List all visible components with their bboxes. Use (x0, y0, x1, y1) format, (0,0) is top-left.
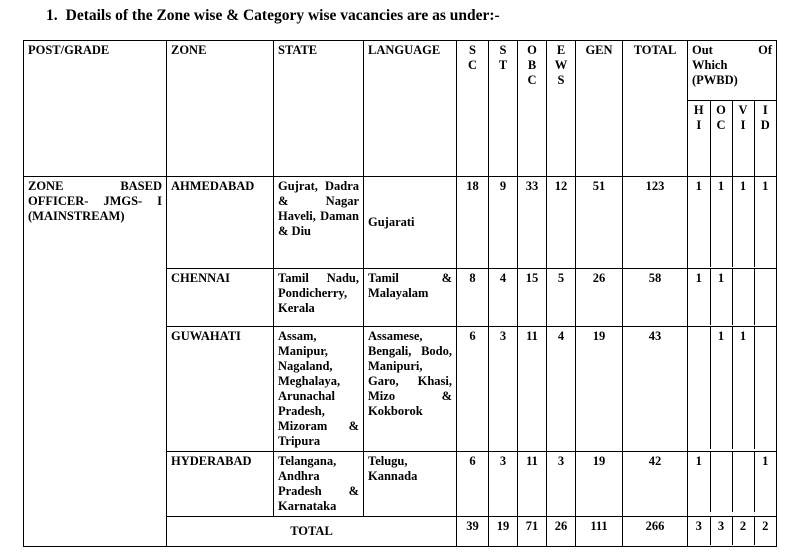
header-language: LANGUAGE (364, 41, 457, 177)
header-post-grade: POST/GRADE (24, 41, 167, 177)
pwbd-hi: 3 (695, 519, 702, 533)
pwbd-values (688, 517, 776, 545)
pwbd-subheader (688, 100, 776, 176)
pwbd-sub-oc (710, 101, 732, 176)
pwbd-of-label: Of (758, 43, 772, 57)
section-heading (46, 7, 500, 25)
pwbd-hi: 1 (695, 179, 702, 193)
post-grade-cell: ZONE BASED OFFICER- JMGS- I (MAINSTREAM) (24, 177, 167, 547)
header-sc-line2: C (467, 58, 478, 72)
vacancy-table (23, 40, 777, 547)
pwbd-oc: 1 (710, 177, 732, 267)
total-cell: 43 (623, 327, 688, 452)
header-obc (518, 41, 547, 177)
pwbd-vi: 1 (732, 177, 754, 267)
total-cell: 42 (623, 452, 688, 517)
pwbd-values (688, 269, 776, 325)
pwbd-values (688, 177, 776, 267)
pwbd-oc: 3 (710, 517, 732, 545)
gen-cell: 51 (576, 177, 623, 269)
header-ews (547, 41, 576, 177)
pwbd-oc: 1 (710, 269, 732, 325)
pwbd-label: (PWBD) (692, 73, 738, 87)
obc-cell: 11 (518, 327, 547, 452)
sc-cell: 18 (457, 177, 489, 269)
pwbd-sub-id-2: D (760, 118, 770, 132)
header-ews-line2: W (554, 58, 568, 72)
obc-cell: 11 (518, 452, 547, 517)
header-ews-line1: E (556, 43, 566, 57)
zone-cell: AHMEDABAD (167, 177, 274, 269)
pwbd-hi: 1 (695, 454, 702, 468)
header-row (24, 41, 777, 177)
pwbd-oc: 1 (710, 327, 732, 449)
pwbd-oc (710, 452, 732, 512)
pwbd-sub-id (754, 101, 776, 176)
st-cell: 4 (489, 269, 518, 327)
state-cell: Telangana, Andhra Pradesh & Karnataka (274, 452, 364, 517)
pwbd-sub-hi-1: H (693, 103, 704, 117)
st-cell: 3 (489, 327, 518, 452)
pwbd-sub-vi-1: V (738, 103, 748, 117)
sc-cell: 6 (457, 327, 489, 452)
header-st-line2: T (498, 58, 508, 72)
pwbd-id: 1 (754, 177, 776, 267)
pwbd-sub-id-1: I (762, 103, 768, 117)
gen-cell: 19 (576, 452, 623, 517)
header-pwbd (688, 41, 777, 177)
total-gen: 111 (576, 517, 623, 547)
header-total: TOTAL (623, 41, 688, 177)
header-gen: GEN (576, 41, 623, 177)
pwbd-sub-hi (688, 101, 710, 176)
total-sc: 39 (457, 517, 489, 547)
pwbd-cell (688, 327, 777, 452)
st-cell: 9 (489, 177, 518, 269)
st-cell: 3 (489, 452, 518, 517)
header-sc (457, 41, 489, 177)
table-row (24, 177, 777, 269)
ews-cell: 12 (547, 177, 576, 269)
section-title: Details of the Zone wise & Category wise vacancies are as under:- (65, 7, 500, 24)
section-number: 1. (46, 7, 58, 24)
pwbd-out-label: Out (692, 43, 713, 57)
header-obc-line3: C (527, 73, 537, 87)
state-cell: Tamil Nadu, Pondicherry, Kerala (274, 269, 364, 327)
header-zone: ZONE (167, 41, 274, 177)
header-st (489, 41, 518, 177)
total-pwbd (688, 517, 777, 547)
language-cell: Tamil & Malayalam (364, 269, 457, 327)
pwbd-values (688, 452, 776, 512)
total-cell: 123 (623, 177, 688, 269)
gen-cell: 26 (576, 269, 623, 327)
pwbd-id (754, 269, 776, 325)
pwbd-vi: 2 (732, 517, 754, 545)
pwbd-sub-vi-2: I (740, 118, 746, 132)
pwbd-cell (688, 452, 777, 517)
language-cell: Assamese, Bengali, Bodo, Manipuri, Garo, Khasi, Mizo & Kokborok (364, 327, 457, 452)
total-total: 266 (623, 517, 688, 547)
pwbd-sub-vi (732, 101, 754, 176)
pwbd-id: 2 (754, 517, 776, 545)
language-cell: Telugu, Kannada (364, 452, 457, 517)
pwbd-title (688, 41, 776, 100)
pwbd-sub-oc-1: O (716, 103, 726, 117)
zone-cell: HYDERABAD (167, 452, 274, 517)
total-ews: 26 (547, 517, 576, 547)
header-state: STATE (274, 41, 364, 177)
header-st-line1: S (499, 43, 507, 57)
pwbd-sub-oc-2: C (716, 118, 726, 132)
sc-cell: 6 (457, 452, 489, 517)
state-cell: Assam, Manipur, Nagaland, Meghalaya, Arunachal Pradesh, Mizoram & Tripura (274, 327, 364, 452)
header-sc-line1: S (469, 43, 476, 57)
gen-cell: 19 (576, 327, 623, 452)
ews-cell: 4 (547, 327, 576, 452)
zone-cell: GUWAHATI (167, 327, 274, 452)
pwbd-vi (732, 452, 754, 512)
pwbd-cell (688, 269, 777, 327)
header-ews-line3: S (557, 73, 565, 87)
pwbd-id: 1 (754, 452, 776, 512)
pwbd-sub-hi-2: I (696, 118, 702, 132)
pwbd-hi: 1 (695, 271, 702, 285)
obc-cell: 15 (518, 269, 547, 327)
pwbd-hi (688, 327, 710, 449)
state-cell: Gujrat, Dadra & Nagar Haveli, Daman & Diu (274, 177, 364, 269)
ews-cell: 3 (547, 452, 576, 517)
sc-cell: 8 (457, 269, 489, 327)
total-obc: 71 (518, 517, 547, 547)
pwbd-vi: 1 (732, 327, 754, 449)
header-obc-line2: B (527, 58, 537, 72)
ews-cell: 5 (547, 269, 576, 327)
pwbd-cell (688, 177, 777, 269)
total-cell: 58 (623, 269, 688, 327)
zone-cell: CHENNAI (167, 269, 274, 327)
language-cell: Gujarati (364, 177, 457, 269)
header-obc-line1: O (527, 43, 537, 57)
pwbd-vi (732, 269, 754, 325)
pwbd-which-label: Which (692, 58, 728, 72)
total-st: 19 (489, 517, 518, 547)
obc-cell: 33 (518, 177, 547, 269)
total-label: TOTAL (167, 517, 457, 547)
pwbd-values (688, 327, 776, 449)
pwbd-id (754, 327, 776, 449)
